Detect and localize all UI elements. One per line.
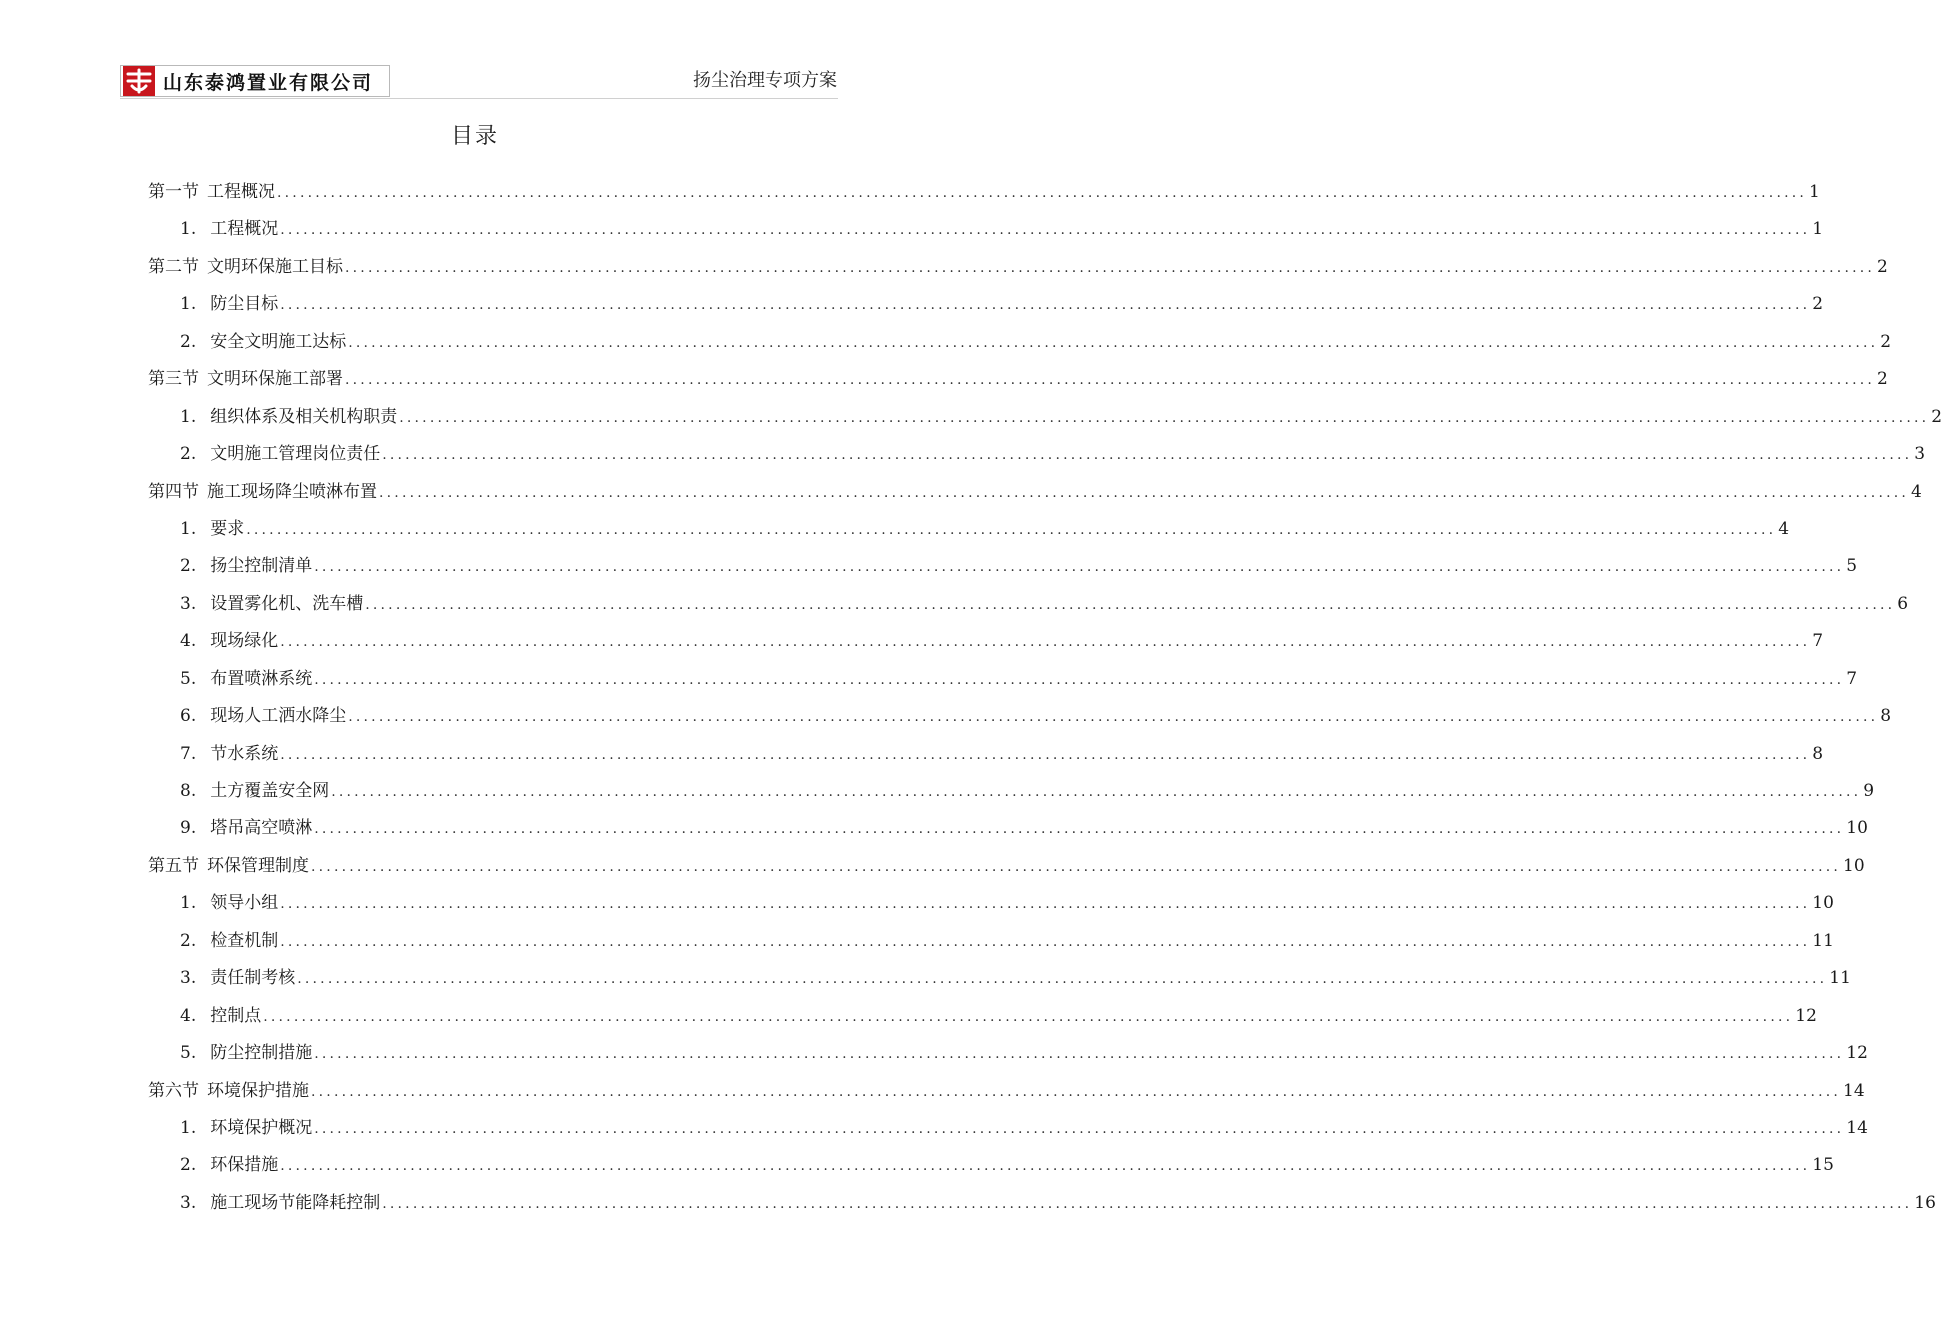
toc-entry-title: 安全文明施工达标 — [210, 331, 347, 352]
toc-page-number: 10 — [1846, 818, 1868, 839]
toc-entry-number: 2. — [180, 1155, 197, 1176]
toc-entry-number: 2. — [180, 331, 197, 352]
toc-entry-number: 3. — [180, 968, 197, 989]
toc-subsection-entry[interactable] — [148, 810, 1868, 847]
toc-subsection-entry[interactable] — [148, 1147, 1834, 1184]
toc-page-number: 7 — [1846, 668, 1858, 689]
toc-entry-number: 5. — [180, 1043, 197, 1064]
toc-entry-number: 4. — [180, 1005, 197, 1026]
company-logo-icon — [123, 66, 155, 96]
toc-page-number: 8 — [1880, 706, 1892, 727]
toc-page-number: 16 — [1914, 1192, 1936, 1213]
toc-dot-leader: ........................................................................................................................................................................................................ — [280, 634, 1811, 651]
toc-entry-title: 文明环保施工部署 — [207, 369, 343, 390]
toc-page-number: 1 — [1809, 182, 1820, 202]
toc-page-number: 2 — [1877, 369, 1888, 390]
toc-entry-number: 8. — [180, 781, 197, 801]
toc-dot-leader: ........................................................................................................................................................................................................ — [345, 372, 1876, 389]
toc-heading: 目录 — [450, 124, 499, 149]
toc-section-entry[interactable] — [148, 249, 1888, 286]
document-title: 扬尘治理专项方案 — [693, 70, 837, 91]
toc-page-number: 8 — [1812, 743, 1824, 764]
toc-page-number: 10 — [1843, 855, 1865, 876]
toc-page-number: 10 — [1812, 893, 1834, 914]
toc-entry-title: 施工现场降尘喷淋布置 — [207, 481, 377, 502]
toc-dot-leader: ........................................................................................................................................................................................................ — [280, 896, 1811, 913]
toc-page-number: 4 — [1911, 481, 1922, 502]
toc-entry-number: 6. — [180, 706, 197, 727]
toc-page-number: 7 — [1812, 631, 1824, 652]
toc-subsection-entry[interactable] — [148, 960, 1851, 997]
toc-subsection-entry[interactable] — [148, 885, 1834, 922]
toc-subsection-entry[interactable] — [148, 623, 1824, 660]
toc-dot-leader: ........................................................................................................................................................................................................ — [246, 521, 1777, 538]
toc-entry-title: 设置雾化机、洗车槽 — [210, 593, 364, 614]
toc-dot-leader: ........................................................................................................................................................................................................ — [280, 222, 1811, 239]
toc-subsection-entry[interactable] — [148, 399, 1942, 436]
company-logo — [120, 65, 390, 97]
toc-subsection-entry[interactable] — [148, 548, 1858, 585]
toc-subsection-entry[interactable] — [148, 923, 1834, 960]
toc-entry-title: 土方覆盖安全网 — [210, 781, 330, 801]
toc-subsection-entry[interactable] — [148, 773, 1875, 810]
toc-entry-number: 1. — [180, 219, 197, 240]
toc-entry-number: 7. — [180, 743, 197, 764]
toc-entry-title: 工程概况 — [210, 219, 279, 240]
toc-subsection-entry[interactable] — [148, 511, 1790, 548]
toc-entry-number: 3. — [180, 593, 197, 614]
toc-dot-leader: ........................................................................................................................................................................................................ — [314, 1120, 1845, 1137]
toc-page-number: 2 — [1931, 406, 1942, 427]
toc-entry-title: 布置喷淋系统 — [210, 668, 313, 689]
toc-subsection-entry[interactable] — [148, 1185, 1936, 1222]
header-divider — [120, 98, 838, 99]
toc-dot-leader: ........................................................................................................................................................................................................ — [311, 1083, 1842, 1100]
toc-entry-number: 4. — [180, 631, 197, 652]
toc-entry-number: 1. — [180, 1117, 197, 1138]
company-name: 山东泰鸿置业有限公司 — [163, 71, 374, 94]
toc-page-number: 5 — [1846, 556, 1858, 577]
toc-subsection-entry[interactable] — [148, 324, 1892, 361]
toc-page-number: 11 — [1812, 930, 1834, 951]
toc-dot-leader: ........................................................................................................................................................................................................ — [382, 447, 1913, 464]
toc-page-number: 12 — [1795, 1005, 1817, 1026]
toc-entry-title: 扬尘控制清单 — [210, 556, 313, 577]
toc-entry-number: 5. — [180, 668, 197, 689]
toc-dot-leader: ........................................................................................................................................................................................................ — [280, 933, 1811, 950]
toc-subsection-entry[interactable] — [148, 661, 1858, 698]
toc-page-number: 3 — [1914, 444, 1926, 465]
toc-subsection-entry[interactable] — [148, 586, 1909, 623]
toc-section-entry[interactable] — [148, 1073, 1865, 1110]
toc-page-number: 14 — [1846, 1117, 1868, 1138]
toc-entry-title: 组织体系及相关机构职责 — [210, 406, 398, 427]
toc-entry-title: 环保管理制度 — [207, 855, 309, 876]
toc-section-entry[interactable] — [148, 174, 1820, 211]
toc-entry-title: 检查机制 — [210, 930, 279, 951]
toc-entry-number: 第二节 — [148, 256, 199, 277]
toc-dot-leader: ........................................................................................................................................................................................................ — [280, 746, 1811, 763]
toc-dot-leader: ........................................................................................................................................................................................................ — [379, 484, 1910, 501]
toc-page-number: 14 — [1843, 1080, 1865, 1101]
toc-page-number: 15 — [1812, 1155, 1834, 1176]
toc-entry-number: 第四节 — [148, 481, 199, 502]
toc-entry-title: 节水系统 — [210, 743, 279, 764]
toc-entry-title: 现场人工洒水降尘 — [210, 706, 347, 727]
toc-subsection-entry[interactable] — [148, 698, 1892, 735]
toc-subsection-entry[interactable] — [148, 286, 1824, 323]
toc-page-number: 9 — [1863, 781, 1875, 801]
toc-entry-title: 现场绿化 — [210, 631, 279, 652]
toc-dot-leader: ........................................................................................................................................................................................................ — [314, 671, 1845, 688]
toc-dot-leader: ........................................................................................................................................................................................................ — [280, 1158, 1811, 1175]
toc-subsection-entry[interactable] — [148, 998, 1817, 1035]
toc-entry-number: 1. — [180, 406, 197, 427]
toc-dot-leader: ........................................................................................................................................................................................................ — [348, 334, 1879, 351]
toc-entry-title: 环境保护概况 — [210, 1117, 313, 1138]
toc-dot-leader: ........................................................................................................................................................................................................ — [311, 858, 1842, 875]
toc-dot-leader: ........................................................................................................................................................................................................ — [280, 297, 1811, 314]
toc-subsection-entry[interactable] — [148, 1110, 1868, 1147]
toc-entry-number: 2. — [180, 930, 197, 951]
table-of-contents — [148, 174, 1942, 1222]
toc-page-number: 11 — [1829, 968, 1851, 989]
toc-dot-leader: ........................................................................................................................................................................................................ — [263, 1008, 1794, 1025]
toc-dot-leader: ........................................................................................................................................................................................................ — [382, 1195, 1913, 1212]
toc-dot-leader: ........................................................................................................................................................................................................ — [348, 709, 1879, 726]
toc-entry-number: 1. — [180, 518, 197, 539]
toc-page-number: 12 — [1846, 1043, 1868, 1064]
toc-section-entry[interactable] — [148, 848, 1865, 885]
toc-dot-leader: ........................................................................................................................................................................................................ — [399, 409, 1930, 426]
toc-page-number: 6 — [1897, 593, 1909, 614]
toc-entry-title: 防尘控制措施 — [210, 1043, 313, 1064]
toc-page-number: 2 — [1877, 256, 1888, 277]
toc-entry-title: 要求 — [210, 518, 245, 539]
toc-page-number: 1 — [1812, 219, 1824, 240]
toc-subsection-entry[interactable] — [148, 436, 1926, 473]
toc-entry-number: 第一节 — [148, 182, 199, 202]
toc-dot-leader: ........................................................................................................................................................................................................ — [314, 559, 1845, 576]
toc-entry-number: 1. — [180, 893, 197, 914]
toc-dot-leader: ........................................................................................................................................................................................................ — [314, 821, 1845, 838]
toc-dot-leader: ........................................................................................................................................................................................................ — [331, 784, 1862, 800]
toc-entry-title: 文明施工管理岗位责任 — [210, 444, 381, 465]
toc-entry-title: 文明环保施工目标 — [207, 256, 343, 277]
toc-dot-leader: ........................................................................................................................................................................................................ — [345, 259, 1876, 276]
toc-page-number: 2 — [1880, 331, 1892, 352]
toc-entry-number: 第三节 — [148, 369, 199, 390]
toc-entry-title: 控制点 — [210, 1005, 262, 1026]
toc-page-number: 2 — [1812, 294, 1824, 315]
toc-entry-number: 2. — [180, 556, 197, 577]
toc-entry-number: 9. — [180, 818, 197, 839]
toc-entry-number: 1. — [180, 294, 197, 315]
toc-entry-title: 领导小组 — [210, 893, 279, 914]
toc-subsection-entry[interactable] — [148, 736, 1824, 773]
toc-dot-leader: ........................................................................................................................................................................................................ — [277, 185, 1808, 201]
page-header — [0, 0, 950, 110]
toc-entry-number: 3. — [180, 1192, 197, 1213]
toc-dot-leader: ........................................................................................................................................................................................................ — [297, 971, 1828, 988]
toc-entry-number: 第五节 — [148, 855, 199, 876]
toc-entry-title: 防尘目标 — [210, 294, 279, 315]
toc-entry-number: 2. — [180, 444, 197, 465]
toc-section-entry[interactable] — [148, 474, 1922, 511]
toc-dot-leader: ........................................................................................................................................................................................................ — [365, 596, 1896, 613]
toc-subsection-entry[interactable] — [148, 1035, 1868, 1072]
toc-entry-title: 环保措施 — [210, 1155, 279, 1176]
toc-dot-leader: ........................................................................................................................................................................................................ — [314, 1046, 1845, 1063]
toc-page-number: 4 — [1778, 518, 1790, 539]
toc-entry-title: 工程概况 — [207, 182, 275, 202]
toc-entry-title: 责任制考核 — [210, 968, 296, 989]
toc-entry-number: 第六节 — [148, 1080, 199, 1101]
toc-entry-title: 塔吊高空喷淋 — [210, 818, 313, 839]
toc-subsection-entry[interactable] — [148, 211, 1824, 248]
toc-entry-title: 环境保护措施 — [207, 1080, 309, 1101]
toc-entry-title: 施工现场节能降耗控制 — [210, 1192, 381, 1213]
toc-section-entry[interactable] — [148, 361, 1888, 398]
